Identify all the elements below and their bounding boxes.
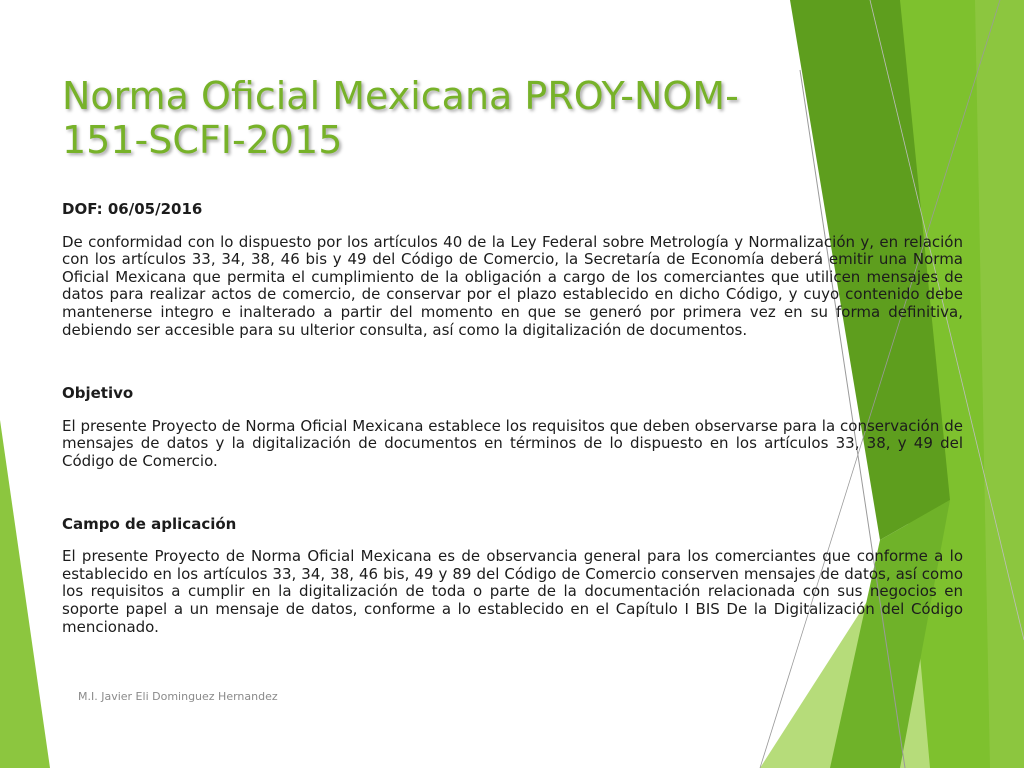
- footer-author: M.I. Javier Eli Dominguez Hernandez: [78, 690, 278, 703]
- scope-paragraph: El presente Proyecto de Norma Oficial Mexicana es de observancia general para los comerciantes que conforme a lo establecido en los artículos 33, 34, 38, 46 bis, 49 y 89 del Código de Comercio conserven mensajes de datos, así como los requisitos a cumplir en la digitalización de toda o parte de la documentación relacionada con sus negocios en soporte papel a un mensaje de datos, conforme a lo establecido en el Capítulo I BIS De la Digitalización del Código mencionado.: [62, 547, 963, 636]
- scope-heading: Campo de aplicación: [62, 514, 237, 533]
- dof-line: [62, 201, 963, 219]
- objective-paragraph: El presente Proyecto de Norma Oficial Mexicana establece los requisitos que deben observarse para la conservación de mensajes de datos y la digitalización de documentos en términos de lo dispuesto en los artículos 33, 38, y 49 del Código de Comercio.: [62, 416, 963, 470]
- slide-title: Norma Oficial Mexicana PROY-NOM-151-SCFI-2015: [62, 74, 739, 162]
- dof-date: : 06/05/2016: [96, 200, 203, 218]
- intro-paragraph: De conformidad con lo dispuesto por los artículos 40 de la Ley Federal sobre Metrología y Normalización y, en relación con los artículos 33, 34, 38, 46 bis y 49 del Código de Comercio, la Secretaría de Economía deberá emitir una Norma Oficial Mexicana que permita el cumplimiento de la obligación a cargo de los comerciantes que utilicen mensajes de datos para realizar actos de comercio, de conservar por el plazo establecido en dicho Código, y cuyo contenido debe mantenerse integro e inalterado a partir del momento en que se generó por primera vez en su forma definitiva, debiendo ser accesible para su ulterior consulta, así como la digitalización de documentos.: [62, 232, 963, 339]
- objective-heading: Objetivo: [62, 384, 134, 403]
- slide-content: [62, 201, 963, 636]
- dof-label: DOF: [62, 200, 97, 218]
- left-green-shape: [0, 420, 50, 768]
